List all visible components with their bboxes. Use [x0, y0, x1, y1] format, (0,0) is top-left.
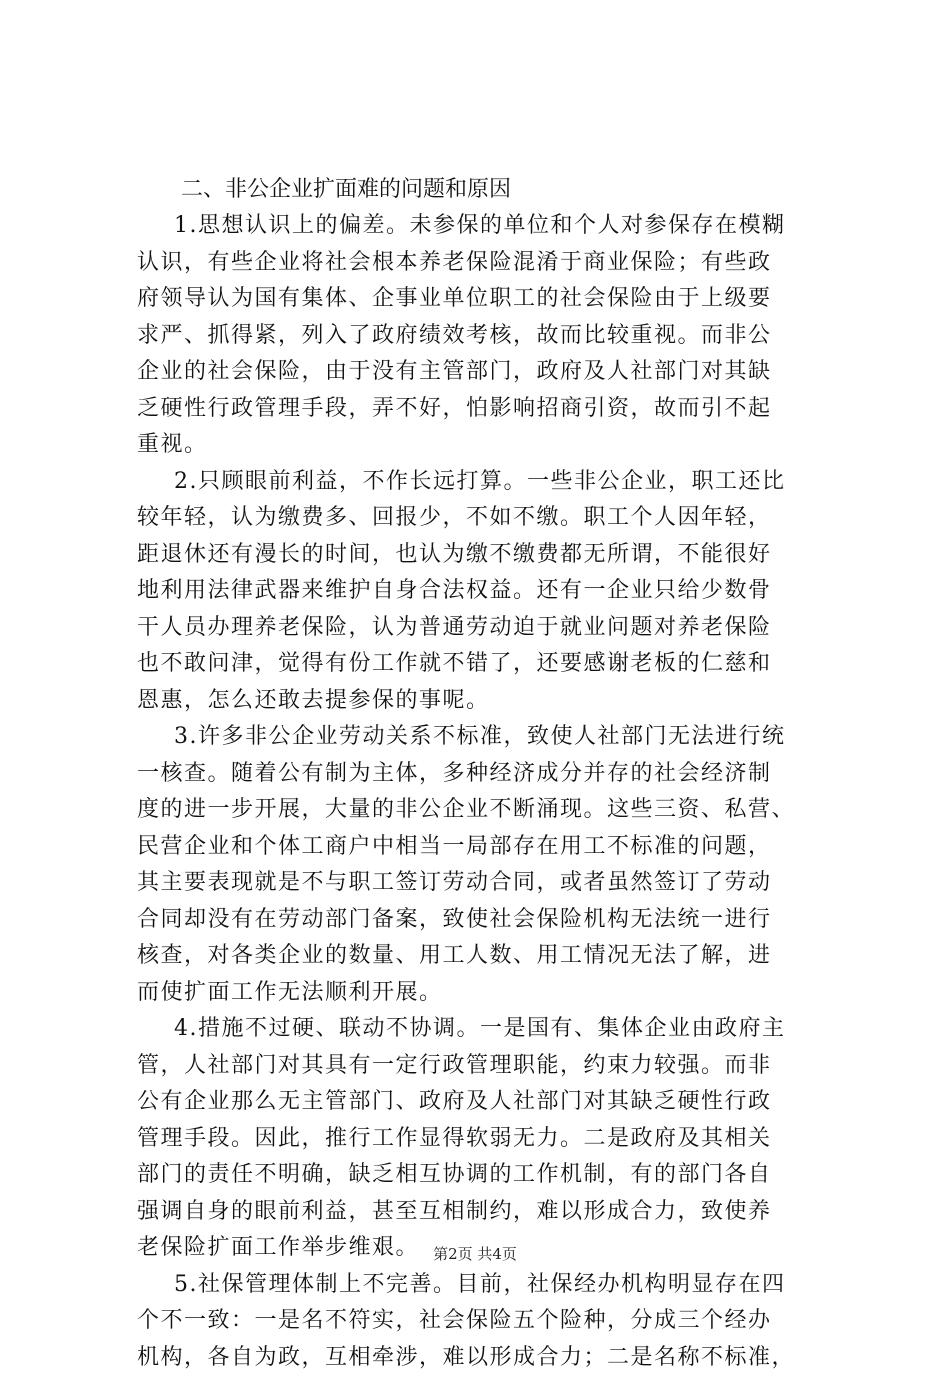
paragraph-line: 认识，有些企业将社会根本养老保险混淆于商业保险；有些政	[137, 245, 827, 282]
paragraph-line: 府领导认为国有集体、企事业单位职工的社会保险由于上级要	[137, 281, 827, 318]
paragraph-line: 公有企业那么无主管部门、政府及人社部门对其缺乏硬性行政	[137, 1084, 827, 1121]
paragraph-line: 民营企业和个体工商户中相当一局部存在用工不标准的问题，	[137, 829, 827, 866]
paragraph-line: 乏硬性行政管理手段，弄不好，怕影响招商引资，故而引不起	[137, 391, 827, 428]
paragraph-line: 干人员办理养老保险，认为普通劳动迫于就业问题对养老保险	[137, 610, 827, 647]
paragraph-line: 重视。	[137, 427, 827, 464]
paragraph-line: 4.措施不过硬、联动不协调。一是国有、集体企业由政府主	[137, 1011, 827, 1048]
paragraph-4	[137, 1011, 827, 1267]
paragraph-line: 其主要表现就是不与职工签订劳动合同，或者虽然签订了劳动	[137, 865, 827, 902]
paragraph-line: 部门的责任不明确，缺乏相互协调的工作机制，有的部门各自	[137, 1157, 827, 1194]
paragraph-line: 企业的社会保险，由于没有主管部门，政府及人社部门对其缺	[137, 354, 827, 391]
paragraph-line: 一核查。随着公有制为主体，多种经济成分并存的社会经济制	[137, 756, 827, 793]
paragraph-line: 3.许多非公企业劳动关系不标准，致使人社部门无法进行统	[137, 719, 827, 756]
paragraph-3	[137, 719, 827, 1011]
paragraph-line: 5.社保管理体制上不完善。目前，社保经办机构明显存在四	[137, 1267, 827, 1304]
paragraph-line: 而使扩面工作无法顺利开展。	[137, 975, 827, 1012]
paragraph-line: 求严、抓得紧，列入了政府绩效考核，故而比较重视。而非公	[137, 318, 827, 355]
paragraph-line: 也不敢问津，觉得有份工作就不错了，还要感谢老板的仁慈和	[137, 646, 827, 683]
paragraph-line: 老保险扩面工作举步维艰。	[137, 1230, 827, 1267]
paragraph-line: 较年轻，认为缴费多、回报少，不如不缴。职工个人因年轻，	[137, 500, 827, 537]
page-number-footer: 第2页 共4页	[0, 1244, 950, 1264]
section-heading: 二、非公企业扩面难的问题和原因	[181, 172, 827, 208]
document-body	[137, 172, 827, 1376]
paragraph-line: 机构，各自为政，互相牵涉，难以形成合力；二是名称不标准，	[137, 1340, 827, 1376]
paragraph-line: 2.只顾眼前利益，不作长远打算。一些非公企业，职工还比	[137, 464, 827, 501]
paragraph-line: 地利用法律武器来维护自身合法权益。还有一企业只给少数骨	[137, 573, 827, 610]
paragraph-line: 距退休还有漫长的时间，也认为缴不缴费都无所谓，不能很好	[137, 537, 827, 574]
paragraph-line: 强调自身的眼前利益，甚至互相制约，难以形成合力，致使养	[137, 1194, 827, 1231]
paragraph-line: 恩惠，怎么还敢去提参保的事呢。	[137, 683, 827, 720]
paragraph-line: 管理手段。因此，推行工作显得软弱无力。二是政府及其相关	[137, 1121, 827, 1158]
paragraph-line: 管，人社部门对其具有一定行政管理职能，约束力较强。而非	[137, 1048, 827, 1085]
paragraph-line: 核查，对各类企业的数量、用工人数、用工情况无法了解，进	[137, 938, 827, 975]
paragraph-line: 1.思想认识上的偏差。未参保的单位和个人对参保存在模糊	[137, 208, 827, 245]
paragraph-2	[137, 464, 827, 720]
paragraph-1	[137, 208, 827, 464]
paragraph-line: 合同却没有在劳动部门备案，致使社会保险机构无法统一进行	[137, 902, 827, 939]
paragraph-line: 度的进一步开展，大量的非公企业不断涌现。这些三资、私营、	[137, 792, 827, 829]
paragraph-line: 个不一致：一是名不符实，社会保险五个险种，分成三个经办	[137, 1303, 827, 1340]
paragraph-5	[137, 1267, 827, 1376]
